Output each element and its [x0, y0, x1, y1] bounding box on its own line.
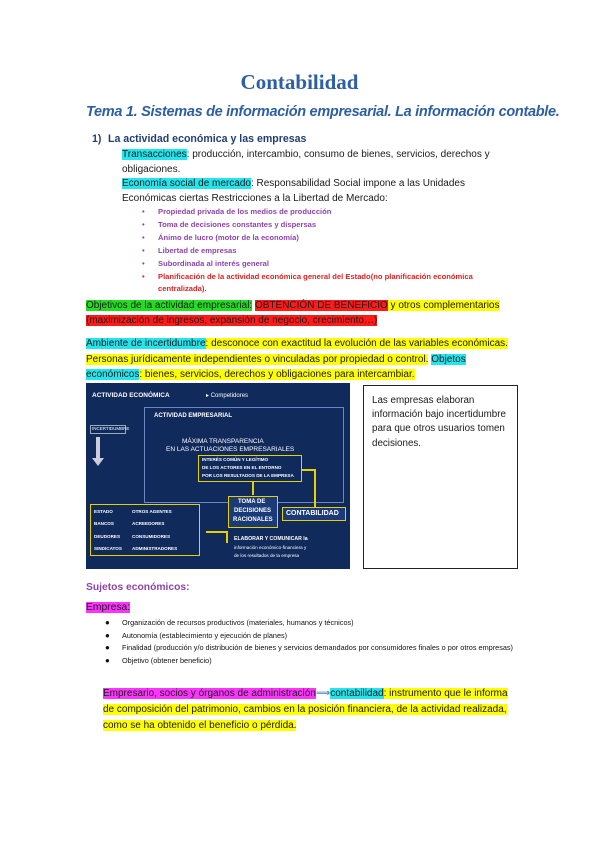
- list-item: ● Organización de recursos productivos (materiales, humanos y técnicos): [122, 617, 518, 630]
- diagram-administradores: ADMINISTRADORES: [132, 546, 178, 551]
- objetivos-term: Objetivos de la actividad empresarial:: [86, 300, 253, 311]
- transacciones-term: Transacciones: [122, 149, 187, 160]
- section-heading-text: La actividad económica y las empresas: [108, 133, 307, 145]
- bullet-icon: •: [142, 271, 145, 281]
- diagram-interes-2: DE LOS ACTORES EN EL ENTORNO: [202, 465, 282, 470]
- section-heading: [92, 133, 306, 145]
- restrictions-list: [142, 206, 518, 296]
- list-item: • Ánimo de lucro (motor de la economía): [158, 232, 518, 245]
- diagram-maxima-1: MÁXIMA TRANSPARENCIA: [182, 438, 264, 445]
- objetos-text: : bienes, servicios, derechos y obligaciones para intercambiar.: [139, 369, 415, 380]
- diagram-consumidores: CONSUMIDORES: [132, 534, 171, 539]
- connector-line: [226, 531, 228, 543]
- diagram-toma-1: TOMA DE: [238, 499, 266, 505]
- bullet-icon: ●: [105, 630, 110, 640]
- list-item: ● Autonomía (establecimiento y ejecución de planes): [122, 630, 518, 643]
- document-subtitle: Tema 1. Sistemas de información empresarial. La información contable.: [86, 104, 560, 120]
- bullet-icon: •: [142, 219, 145, 229]
- connector-line: [206, 531, 228, 533]
- ambiente-paragraph: [86, 336, 518, 383]
- list-item: • Subordinada al interés general: [158, 258, 518, 271]
- callout-box: [363, 385, 518, 569]
- ambiente-term: Ambiente de incertidumbre: [86, 338, 206, 349]
- connector-line: [252, 482, 254, 495]
- empresa-heading: [86, 602, 130, 613]
- section-number: 1): [92, 133, 102, 145]
- double-arrow-icon: ⟹: [315, 688, 331, 699]
- list-item: • Planificación de la actividad económica general del Estado(no planificación económica centralizada).: [142, 271, 473, 294]
- diagram-otros-agentes: OTROS AGENTES: [132, 509, 172, 514]
- empresa-list: [105, 617, 518, 667]
- bullet-icon: •: [142, 258, 145, 268]
- transacciones-text: : producción, intercambio, consumo de bienes, servicios, derechos y obligaciones.: [122, 149, 490, 175]
- diagram-estado: ESTADO: [94, 509, 113, 514]
- diagram-competidores: ▸ Competidores: [206, 393, 249, 399]
- transacciones-paragraph: [122, 147, 518, 177]
- objetivos-highlight: OBTENCIÓN DE BENEFICIO: [254, 300, 388, 311]
- arrow-down-icon: [96, 437, 100, 459]
- bullet-icon: •: [142, 207, 145, 216]
- diagram-actividad-economica: ACTIVIDAD ECONÓMICA: [92, 392, 170, 399]
- diagram-deudores: DEUDORES: [94, 534, 121, 539]
- final-term: Empresario, socios y órganos de administración: [103, 688, 316, 699]
- economia-term: Economía social de mercado: [122, 178, 251, 189]
- list-item: ● Objetivo (obtener beneficio): [122, 655, 518, 668]
- diagram-actividad-empresarial: ACTIVIDAD EMPRESARIAL: [154, 413, 233, 419]
- sujetos-heading: Sujetos económicos:: [86, 582, 190, 593]
- list-item: • Toma de decisiones constantes y dispersas: [158, 219, 518, 232]
- bullet-icon: •: [142, 245, 145, 255]
- bullet-icon: •: [142, 232, 145, 242]
- list-item: • Propiedad privada de los medios de producción: [158, 206, 518, 219]
- document-title: Contabilidad: [240, 70, 359, 94]
- diagram-acreedores: ACREEDORES: [132, 521, 165, 526]
- economia-text: : Responsabilidad Social impone a las Unidades Económicas ciertas Restricciones a la Libertad de Mercado:: [122, 178, 465, 204]
- diagram-bancos: BANCOS: [94, 521, 114, 526]
- final-contabilidad: contabilidad: [330, 688, 384, 699]
- callout-text: Las empresas elaboran información bajo incertidumbre para que otros usuarios tomen decisiones.: [372, 395, 506, 449]
- diagram-sindicatos: SINDICATOS: [94, 546, 122, 551]
- arrow-head-icon: [92, 458, 104, 466]
- diagram-maxima-2: EN LAS ACTUACIONES EMPRESARIALES: [166, 446, 295, 453]
- diagram-incertidumbre: INCERTIDUMBRE: [92, 426, 130, 431]
- ambiente-text: : desconoce con exactitud la evolución de las variables económicas. Personas jurídicamente independientes o vinculadas por propiedad o control.: [86, 338, 508, 365]
- bullet-icon: ●: [105, 618, 110, 627]
- connector-line: [314, 469, 316, 507]
- diagram-interes-3: POR LOS RESULTADOS DE LA EMPRESA: [202, 473, 294, 478]
- bullet-icon: ●: [105, 643, 110, 653]
- diagram-toma-2: DECISIONES: [234, 508, 272, 514]
- objetos-term: Objetos económicos: [86, 353, 466, 380]
- objetivos-paragraph: [86, 298, 516, 328]
- diagram-elaborar-3: de los resultados de la empresa: [234, 553, 300, 558]
- final-text: : instrumento que le informa de composición del patrimonio, cambios en la posición financiera, de la actividad realizada, como se ha obtenido el beneficio o pérdida.: [103, 688, 508, 731]
- objetivos-text: y otros complementarios: [387, 300, 500, 311]
- diagram-interes-1: INTERÉS COMÚN Y LEGÍTIMO: [202, 457, 269, 462]
- diagram-elaborar-2: información económico-financiera y: [234, 545, 307, 550]
- objetivos-complement: (maximización de ingresos, expansión de negocio, crecimiento…): [86, 315, 378, 326]
- final-paragraph: [103, 686, 518, 734]
- list-item: • Libertad de empresas: [158, 245, 518, 258]
- bullet-icon: ●: [105, 655, 110, 665]
- diagram-toma-3: RACIONALES: [233, 517, 273, 523]
- diagram-contabilidad: CONTABILIDAD: [286, 510, 339, 517]
- economic-activity-diagram: [86, 383, 350, 569]
- diagram-elaborar-1: ELABORAR Y COMUNICAR la: [234, 536, 308, 542]
- economia-paragraph: [122, 176, 518, 206]
- list-item: ● Finalidad (producción y/o distribución de bienes y servicios demandados por consumidores finales o por otros empresas): [122, 642, 518, 655]
- empresa-label: Empresa:: [86, 602, 131, 613]
